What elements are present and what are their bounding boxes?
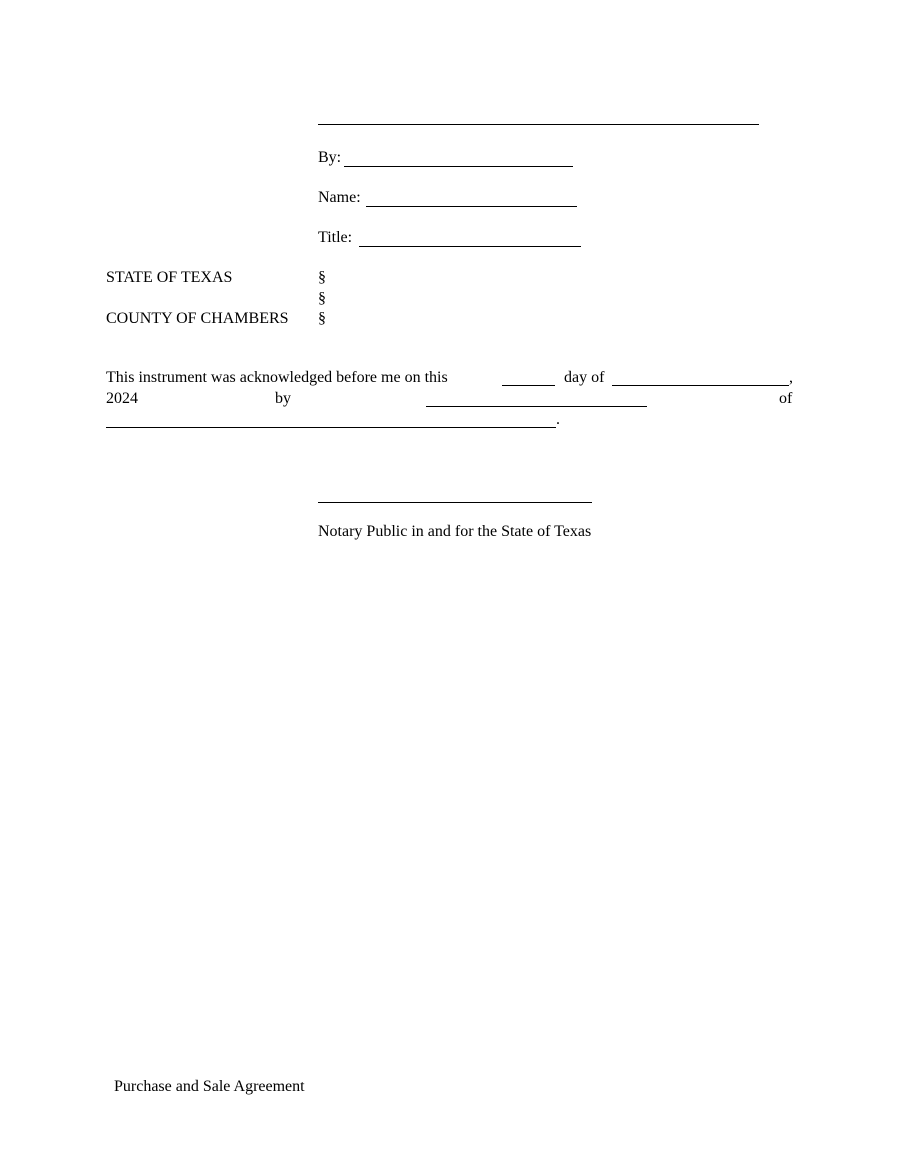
comma: ,: [789, 369, 793, 386]
by-text: by: [275, 390, 291, 407]
name-label: Name:: [318, 189, 361, 206]
state-label: STATE OF TEXAS: [106, 269, 233, 286]
signature-line: [318, 124, 759, 125]
by-blank: [344, 166, 573, 167]
person-blank: [426, 406, 647, 407]
month-blank: [612, 385, 789, 386]
name-blank: [366, 206, 577, 207]
year-text: 2024: [106, 390, 138, 407]
period: .: [556, 411, 560, 428]
by-label: By:: [318, 149, 342, 166]
title-blank: [359, 246, 581, 247]
title-label: Title:: [318, 229, 353, 246]
notary-label: Notary Public in and for the State of Texas: [318, 523, 592, 540]
acknowledgment-text: This instrument was acknowledged before me on this: [106, 369, 448, 386]
section-mark: §: [318, 310, 326, 327]
day-blank: [502, 385, 555, 386]
page-footer: Purchase and Sale Agreement: [114, 1078, 305, 1095]
of-text: of: [779, 390, 793, 407]
county-label: COUNTY OF CHAMBERS: [106, 310, 289, 327]
notary-signature-line: [318, 502, 592, 503]
section-mark: §: [318, 290, 326, 307]
section-mark: §: [318, 269, 326, 286]
entity-blank: [106, 427, 556, 428]
day-of-text: day of: [564, 369, 605, 386]
